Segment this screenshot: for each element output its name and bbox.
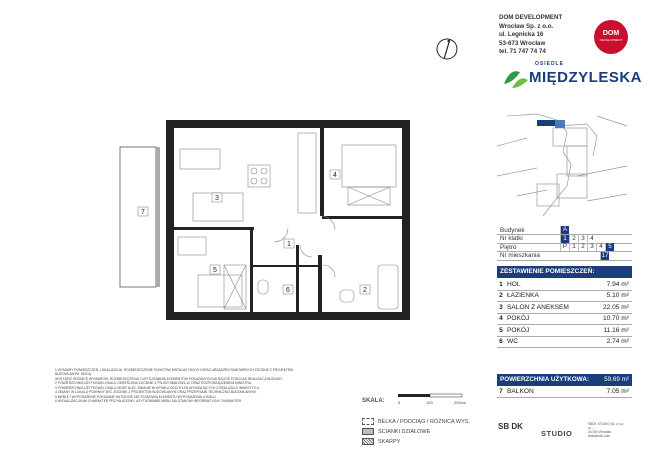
room-row xyxy=(497,279,632,291)
note-line: 3 POWIERZCHNIA UŻYTKOWA LOKALU MOŻE ULEC ZMIANIE W WYNIKU ODCHYLEŃ WYNIKAJĄCYCH Z REALIZACJI INWESTYCJI. xyxy=(55,385,260,390)
mieszkania-cells xyxy=(560,252,609,260)
room-area: 5.10 m² xyxy=(606,292,629,300)
pietro-cell: 4 xyxy=(596,243,605,251)
klatka-cell: 1 xyxy=(560,235,569,243)
room-area: 11.16 m² xyxy=(603,326,629,334)
note-line: 2 POWIERZCHNIA UŻYTKOWA LOKALU OKREŚLONA ZGODNIE Z PN-ISO 9836:2015-12 ORAZ ROZPORZĄDZENIEM MINISTRA. xyxy=(55,381,252,386)
mieszkania-row xyxy=(497,252,632,261)
room-number: 1 xyxy=(499,280,503,288)
note-line: 4 ZMIANY W LOKALU POWINNY BYĆ ZGODNE Z PROJEKTEM BUDOWLANYM ORAZ PRZEPISAMI TECHNICZNO-BUDOWLANYMI. xyxy=(55,390,257,395)
pietro-cells xyxy=(560,243,614,251)
dom-logo-text: DOM xyxy=(602,30,620,37)
klatka-label: Nr klatki xyxy=(500,235,523,243)
studio-address-line: SBDK STUDIO Sp. z o.o. xyxy=(588,422,624,426)
room-number: 3 xyxy=(499,303,503,311)
budynek-cells xyxy=(560,226,569,234)
room-row xyxy=(497,291,632,303)
room-number: 6 xyxy=(499,338,503,346)
room-area: 10.70 m² xyxy=(602,315,629,323)
dom-logo-sub: DEVELOPMENT xyxy=(599,38,623,42)
balcony-outline xyxy=(120,147,156,287)
room-number: 2 xyxy=(499,292,503,300)
legend-beam-label: BELKA / PODCIĄG / RÓŻNICA WYS. xyxy=(378,418,470,425)
plan-label-5: 5 xyxy=(213,267,217,274)
legend-partition-label: ŚCIANKI DZIAŁOWE xyxy=(378,428,431,435)
room-row xyxy=(497,302,632,314)
note-line: WYSTĄPIĆ RÓŻNICE WYMIARÓW, ROZMIESZCZENIA I USYTUOWANIA ELEMENTÓW POKAZANYCH NA RZUCIE PODCZAS REALIZACJI BUDOWY. xyxy=(55,376,283,381)
mieszkania-value: 17 xyxy=(601,251,609,259)
company-line: 53-673 Wrocław xyxy=(499,39,546,47)
studio-address-line: 00-000 Wrocław xyxy=(588,430,611,434)
company-line: DOM DEVELOPMENT xyxy=(499,14,563,21)
usable-area-value: 59.69 m² xyxy=(604,376,629,384)
scale-label: SKALA: xyxy=(362,398,385,404)
scale-tick-0: 0 xyxy=(398,400,401,405)
note-line: 1 WYMIARY POMIESZCZEŃ, LOKALIZACJA, ROZMIESZCZENIE PUNKTÓW INSTALACYJNYCH ORAZ URZĄDZEŃ SANITARNYCH ZGODNE Z PROJEKTEM BUDOWLANYM. MOGĄ xyxy=(55,368,293,377)
pietro-label: Piętro xyxy=(500,243,517,251)
scale-bar xyxy=(396,392,470,408)
room-area: 7.94 m² xyxy=(606,280,629,288)
room-number: 4 xyxy=(499,315,503,323)
note-line: 6 WIZUALIZACJA MA CHARAKTER PRZYKŁADOWY, USYTUOWANIE MEBLI MA STANOWI INFORMACYJNY CHARAKTER. xyxy=(55,399,242,404)
studio-name: STUDIO xyxy=(541,429,573,438)
room-row xyxy=(497,314,632,326)
klatka-cell: 3 xyxy=(578,235,587,243)
room-name: ŁAZIENKA xyxy=(507,292,539,300)
room-row xyxy=(497,337,632,349)
estate-small-label: OSIEDLE xyxy=(535,61,564,67)
company-line: tel. 71 747 74 74 xyxy=(499,48,546,56)
notes xyxy=(55,368,313,404)
pietro-cell: 1 xyxy=(569,243,578,251)
site-map xyxy=(497,106,629,224)
balcony-area: 7.05 m² xyxy=(606,387,629,395)
legend-beam xyxy=(362,418,470,425)
room-area: 22.05 m² xyxy=(602,303,629,311)
room-number: 5 xyxy=(499,326,503,334)
usable-area-label: POWIERZCHNIA UŻYTKOWA: xyxy=(500,376,589,384)
estate-name: MIĘDZYLESKA xyxy=(529,69,643,86)
studio-address-line: sbdkstudio.com xyxy=(588,434,611,438)
note-line: 5 MEBLE I WYPOSAŻENIE POKAZANE NA RZUCIE NIE STANOWIĄ ELEMENTU WYPOSAŻENIA LOKALU. xyxy=(55,394,217,399)
scale-tick-1: 100 xyxy=(426,400,433,405)
balcony-name: BALKON xyxy=(507,387,534,395)
pietro-cell: 5 xyxy=(605,243,614,251)
mieszkania-label: Nr mieszkania xyxy=(500,252,540,260)
room-name: HOL xyxy=(507,280,521,288)
klatka-cells xyxy=(560,235,596,243)
budynek-cell: A xyxy=(560,226,569,234)
plan-label-4: 4 xyxy=(333,172,337,179)
pietro-cell: 2 xyxy=(578,243,587,251)
balcony-row xyxy=(497,386,632,398)
compass-icon xyxy=(433,35,461,63)
room-name: WC xyxy=(507,338,518,346)
budynek-label: Budynek xyxy=(500,226,525,234)
room-name: SALON Z ANEKSEM xyxy=(507,303,569,311)
klatka-cell: 4 xyxy=(587,235,596,243)
klatka-cell: 2 xyxy=(569,235,578,243)
balcony-window xyxy=(156,147,160,287)
balcony-number: 7 xyxy=(499,387,503,395)
company-info xyxy=(499,14,609,57)
legend-partition xyxy=(362,428,430,435)
plan-label-1: 1 xyxy=(287,241,291,248)
dom-logo xyxy=(594,20,628,54)
plan-label-7: 7 xyxy=(141,209,145,216)
company-line: Wrocław Sp. z o.o. xyxy=(499,22,554,30)
studio-mark: SB DK xyxy=(498,422,523,431)
pietro-cell: 3 xyxy=(587,243,596,251)
room-row xyxy=(497,325,632,337)
pietro-cell: P xyxy=(560,243,569,251)
plan-label-6: 6 xyxy=(286,287,290,294)
plan-label-3: 3 xyxy=(215,195,219,202)
room-name: POKÓJ xyxy=(507,326,530,334)
legend-slope-label: SKARPY xyxy=(378,438,401,445)
studio-address xyxy=(588,422,633,438)
scale-tick-2: 200cm xyxy=(454,400,467,405)
legend-slope xyxy=(362,438,400,445)
studio-address-line: ul. ... xyxy=(588,426,595,430)
usable-area-row xyxy=(497,374,632,386)
rooms-title: ZESTAWIENIE POMIESZCZEŃ: xyxy=(497,266,632,278)
floor-plan xyxy=(108,115,418,335)
room-name: POKÓJ xyxy=(507,315,530,323)
company-line: ul. Legnicka 16 xyxy=(499,31,544,39)
plan-label-2: 2 xyxy=(363,287,367,294)
room-area: 2.74 m² xyxy=(606,338,629,346)
